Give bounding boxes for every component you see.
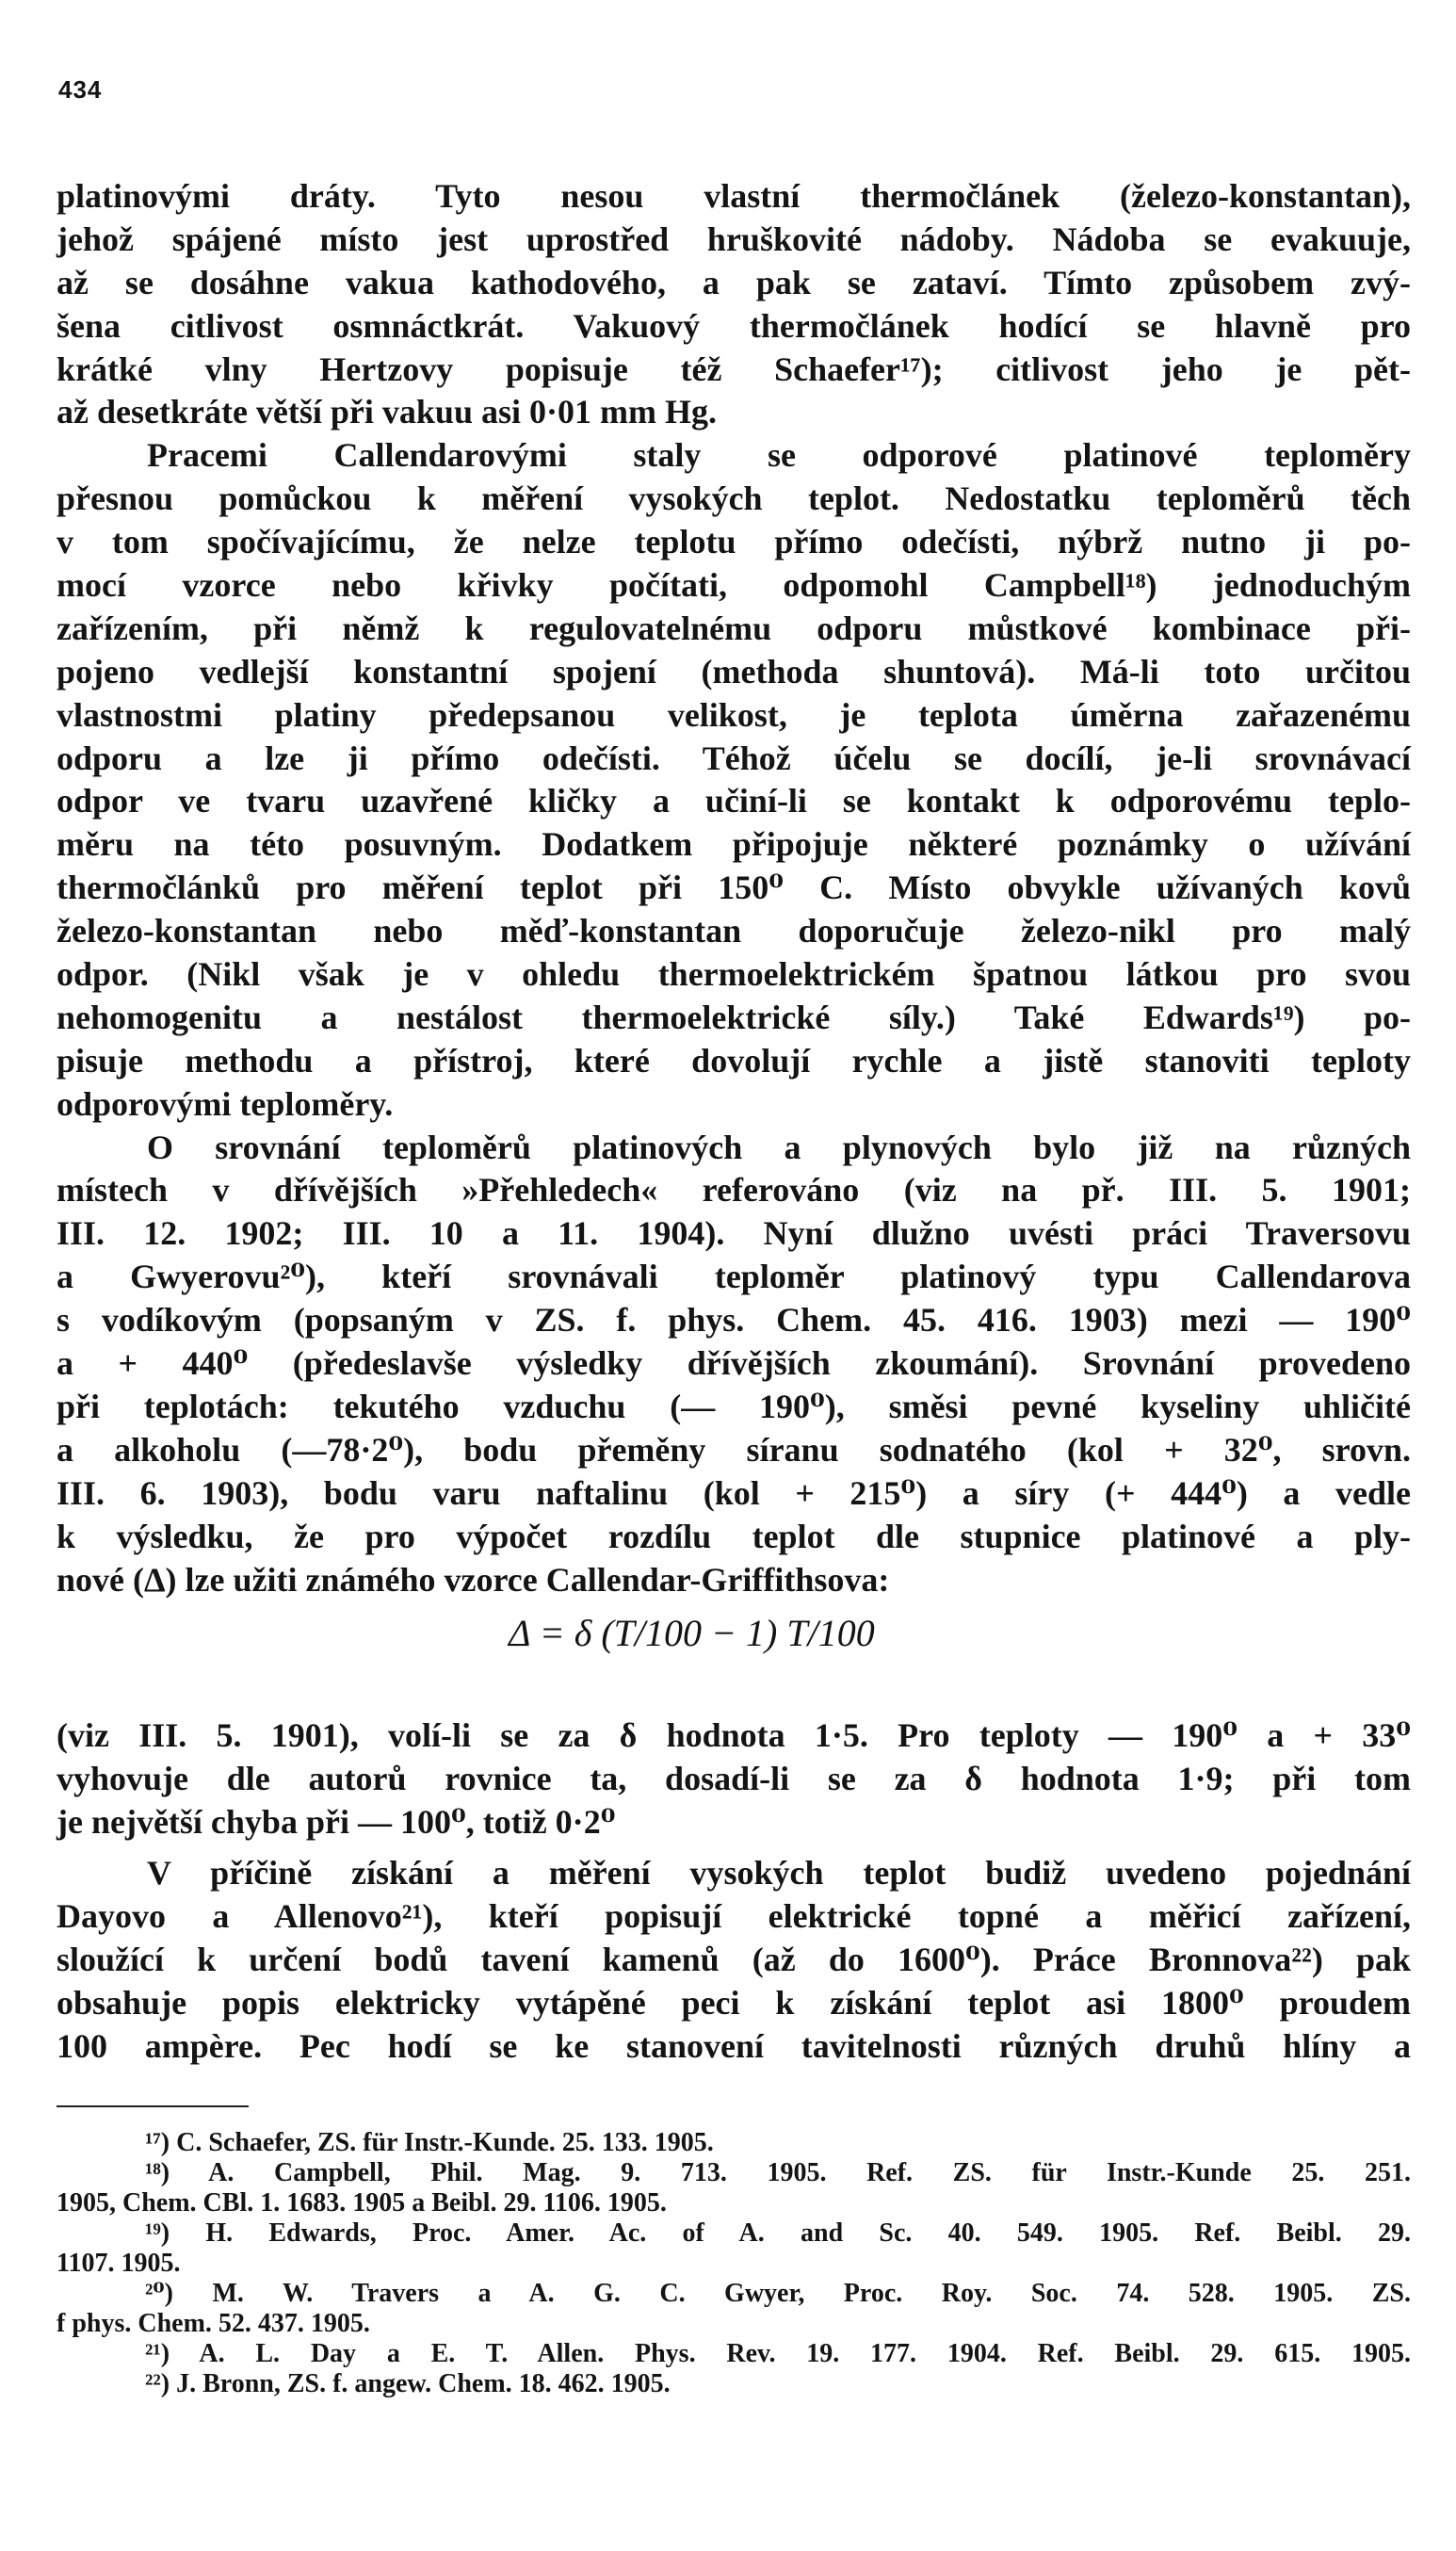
footnote-divider xyxy=(57,2105,249,2107)
paragraph-thermocouple xyxy=(57,175,1411,434)
text-line: O srovnání teploměrů platinových a plynových bylo již na různých xyxy=(147,1128,1411,1166)
text-line: krátké vlny Hertzovy popisuje též Schaefer¹⁷); citlivost jeho je pět- xyxy=(57,349,1411,388)
main-text xyxy=(57,175,1411,2069)
text-line: III. 12. 1902; III. 10 a 11. 1904). Nyní dlužno uvésti práci Traversovu xyxy=(57,1214,1411,1253)
text-line: s vodíkovým (popsaným v ZS. f. phys. Chem. 45. 416. 1903) mezi — 190⁰ xyxy=(57,1301,1411,1340)
footnote-18: ¹⁸) A. Campbell, Phil. Mag. 9. 713. 1905. Ref. ZS. für Instr.-Kunde 25. 251. xyxy=(145,2158,1411,2187)
text-line: až se dosáhne vakua kathodového, a pak se zataví. Tímto způsobem zvý- xyxy=(57,263,1411,301)
text-line: V příčině získání a měření vysokých teplot budiž uvedeno pojednání xyxy=(147,1854,1411,1893)
text-line: vlastnostmi platiny předepsanou velikost, je teplota úměrna zařazenému xyxy=(57,695,1411,734)
text-line: je největší chyba při — 100⁰, totiž 0·2⁰ xyxy=(57,1803,616,1842)
text-line: Pracemi Callendarovými staly se odporové platinové teploměry xyxy=(147,436,1411,475)
text-line: mocí vzorce nebo křivky počítati, odpomohl Campbell¹⁸) jednoduchým xyxy=(57,566,1411,605)
footnotes xyxy=(57,2105,1411,2399)
text-line: 100 ampère. Pec hodí se ke stanovení tavitelnosti různých druhů hlíny a xyxy=(57,2026,1411,2065)
text-line: nové (Δ) lze užiti známého vzorce Callendar-Griffithsova: xyxy=(57,1560,890,1599)
equation xyxy=(57,1601,1411,1714)
text-line: zařízením, při němž k regulovatelnému odporu můstkové kombinace při- xyxy=(57,609,1411,647)
text-line: železo-konstantan nebo měď-konstantan doporučuje železo-nikl pro malý xyxy=(57,912,1411,951)
text-line: odporu a lze ji přímo odečísti. Téhož účelu se docílí, je-li srovnávací xyxy=(57,739,1411,777)
text-line: vyhovuje dle autorů rovnice ta, dosadí-li se za δ hodnota 1·9; při tom xyxy=(57,1760,1411,1798)
text-line: odpor. (Nikl však je v ohledu thermoelektrickém špatnou látkou pro svou xyxy=(57,955,1411,994)
paragraph-resistance-thermometers xyxy=(57,434,1411,1126)
text-line: až desetkráte větší při vakuu asi 0·01 mm Hg. xyxy=(57,393,717,431)
page-number: 434 xyxy=(58,75,103,104)
text-line: pojeno vedlejší konstantní spojení (methoda shuntová). Má-li toto určitou xyxy=(57,652,1411,691)
equation-text: Δ = δ (T/100 − 1) T/100 xyxy=(509,1612,875,1655)
footnote-21: ²¹) A. L. Day a E. T. Allen. Phys. Rev. 19. 177. 1904. Ref. Beibl. 29. 615. 1905. xyxy=(145,2339,1411,2368)
text-line: a Gwyerovu²⁰), kteří srovnávali teploměr platinový typu Callendarova xyxy=(57,1258,1411,1296)
text-line: obsahuje popis elektricky vytápěné peci k získání teplot asi 1800⁰ proudem xyxy=(57,1983,1411,2022)
text-line: přesnou pomůckou k měření vysokých teplot. Nedostatku teploměrů těch xyxy=(57,479,1411,518)
text-line: v tom spočívajícímu, že nelze teplotu přímo odečísti, nýbrž nutno ji po- xyxy=(57,523,1411,561)
footnote-18-cont: 1905, Chem. CBl. 1. 1683. 1905 a Beibl. 29. 1106. 1905. xyxy=(57,2188,667,2218)
text-line: platinovými dráty. Tyto nesou vlastní thermočlánek (železo-konstantan), xyxy=(57,177,1411,215)
footnote-22: ²²) J. Bronn, ZS. f. angew. Chem. 18. 462. 1905. xyxy=(145,2369,671,2398)
text-line: k výsledku, že pro výpočet rozdílu teplot dle stupnice platinové a ply- xyxy=(57,1517,1411,1555)
text-line: nehomogenitu a nestálost thermoelektrické síly.) Také Edwards¹⁹) po- xyxy=(57,998,1411,1036)
text-line: III. 6. 1903), bodu varu naftalinu (kol + 215⁰) a síry (+ 444⁰) a vedle xyxy=(57,1473,1411,1512)
footnote-20-cont: f phys. Chem. 52. 437. 1905. xyxy=(57,2309,370,2338)
paragraph-high-temperatures xyxy=(57,1852,1411,2068)
footnote-17: ¹⁷) C. Schaefer, ZS. für Instr.-Kunde. 25. 133. 1905. xyxy=(145,2128,714,2157)
text-line: jehož spájené místo jest uprostřed hruškovité nádoby. Nádoba se evakuuje, xyxy=(57,219,1411,258)
footnote-20: ²⁰) M. W. Travers a A. G. C. Gwyer, Proc. Roy. Soc. 74. 528. 1905. ZS. xyxy=(145,2279,1411,2308)
footnote-19-cont: 1107. 1905. xyxy=(57,2249,181,2278)
text-line: sloužící k určení bodů tavení kamenů (až do 1600⁰). Práce Bronnova²²) pak xyxy=(57,1940,1411,1978)
text-line: místech v dřívějších »Přehledech« referováno (viz na př. III. 5. 1901; xyxy=(57,1171,1411,1210)
text-line: odporovými teploměry. xyxy=(57,1084,394,1123)
text-line: (viz III. 5. 1901), volí-li se za δ hodnota 1·5. Pro teploty — 190⁰ a + 33⁰ xyxy=(57,1716,1411,1755)
paragraph-comparison xyxy=(57,1127,1411,1602)
text-line: při teplotách: tekutého vzduchu (— 190⁰), směsi pevné kyseliny uhličité xyxy=(57,1387,1411,1425)
footnote-19: ¹⁹) H. Edwards, Proc. Amer. Ac. of A. and Sc. 40. 549. 1905. Ref. Beibl. 29. xyxy=(145,2218,1411,2248)
paragraph-formula-notes xyxy=(57,1714,1411,1844)
text-line: měru na této posuvným. Dodatkem připojuje některé poznámky o užívání xyxy=(57,825,1411,864)
text-line: odpor ve tvaru uzavřené kličky a učiní-li se kontakt k odporovému teplo- xyxy=(57,782,1411,821)
text-line: a + 440⁰ (předeslavše výsledky dřívějších zkoumání). Srovnání provedeno xyxy=(57,1344,1411,1383)
text-line: šena citlivost osmnáctkrát. Vakuový thermočlánek hodící se hlavně pro xyxy=(57,306,1411,345)
text-line: thermočlánků pro měření teplot při 150⁰ C. Místo obvykle užívaných kovů xyxy=(57,869,1411,907)
text-line: a alkoholu (—78·2⁰), bodu přeměny síranu sodnatého (kol + 32⁰, srovn. xyxy=(57,1430,1411,1469)
text-line: Dayovo a Allenovo²¹), kteří popisují elektrické topné a měřicí zařízení, xyxy=(57,1896,1411,1935)
text-line: pisuje methodu a přístroj, které dovolují rychle a jistě stanoviti teploty xyxy=(57,1041,1411,1080)
